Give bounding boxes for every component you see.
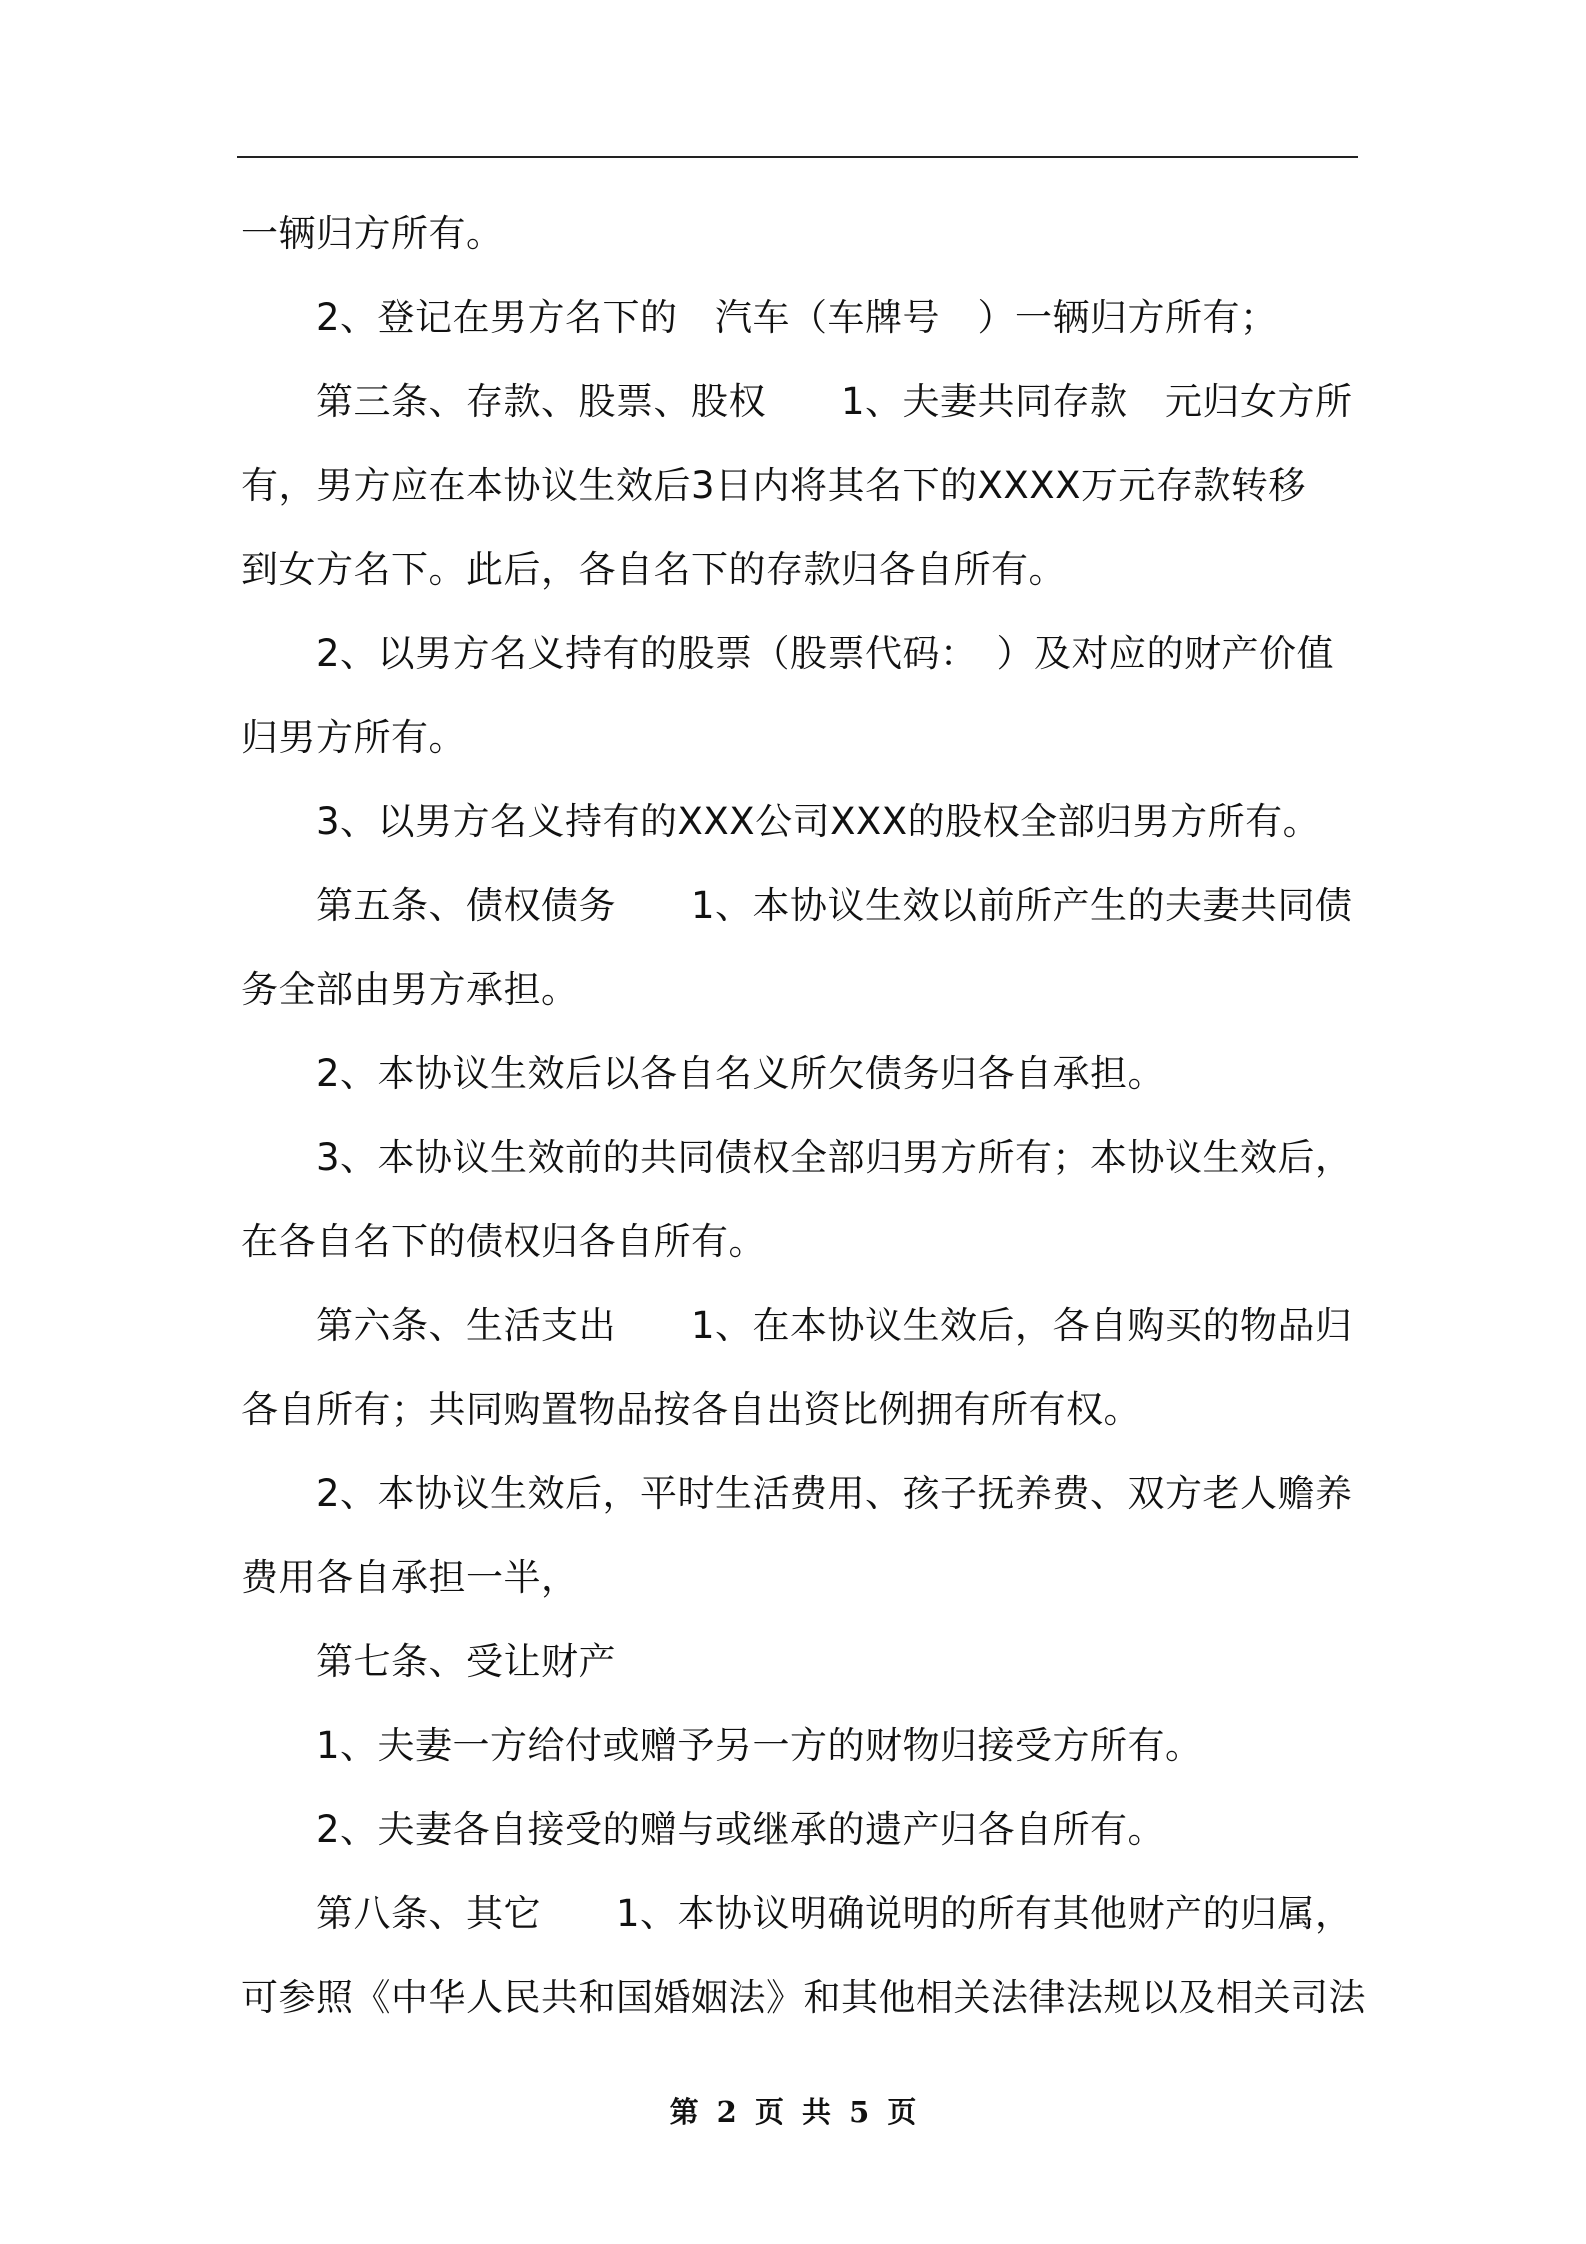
paragraph-line: 3、以男方名义持有的XXX公司XXX的股权全部归男方所有。 [316,800,1321,843]
paragraph-line: 2、以男方名义持有的股票（股票代码： ）及对应的财产价值 [316,632,1335,675]
paragraph-line: 费用各自承担一半， [241,1556,579,1599]
paragraph-line: 2、夫妻各自接受的赠与或继承的遗产归各自所有。 [316,1808,1166,1851]
paragraph-line: 第七条、受让财产 [316,1640,616,1683]
paragraph-line: 到女方名下。此后，各自名下的存款归各自所有。 [241,548,1066,591]
paragraph-line: 第五条、债权债务 1、本协议生效以前所产生的夫妻共同债 [316,884,1353,927]
paragraph-line: 有，男方应在本协议生效后3日内将其名下的XXXX万元存款转移 [241,464,1306,507]
paragraph-line: 第六条、生活支出 1、在本协议生效后，各自购买的物品归 [316,1304,1353,1347]
paragraph-line: 2、本协议生效后，平时生活费用、孩子抚养费、双方老人赡养 [316,1472,1353,1515]
paragraph-line: 归男方所有。 [241,716,466,759]
paragraph-line: 在各自名下的债权归各自所有。 [241,1220,766,1263]
paragraph-line: 可参照《中华人民共和国婚姻法》和其他相关法律法规以及相关司法 [241,1976,1366,2019]
page-number-footer: 第 2 页 共 5 页 [669,2095,917,2129]
document-body [241,192,1366,2040]
paragraph-line: 3、本协议生效前的共同债权全部归男方所有；本协议生效后， [316,1136,1353,1179]
paragraph-line: 一辆归方所有。 [241,212,504,255]
header-rule [237,156,1358,158]
paragraph-line: 各自所有；共同购置物品按各自出资比例拥有所有权。 [241,1388,1141,1431]
paragraph-line: 第三条、存款、股票、股权 1、夫妻共同存款 元归女方所 [316,380,1353,423]
paragraph-line: 务全部由男方承担。 [241,968,579,1011]
paragraph-line: 2、登记在男方名下的 汽车（车牌号 ）一辆归方所有； [316,296,1278,339]
paragraph-line: 2、本协议生效后以各自名义所欠债务归各自承担。 [316,1052,1166,1095]
paragraph-line: 1、夫妻一方给付或赠予另一方的财物归接受方所有。 [316,1724,1203,1767]
paragraph-line: 第八条、其它 1、本协议明确说明的所有其他财产的归属， [316,1892,1353,1935]
